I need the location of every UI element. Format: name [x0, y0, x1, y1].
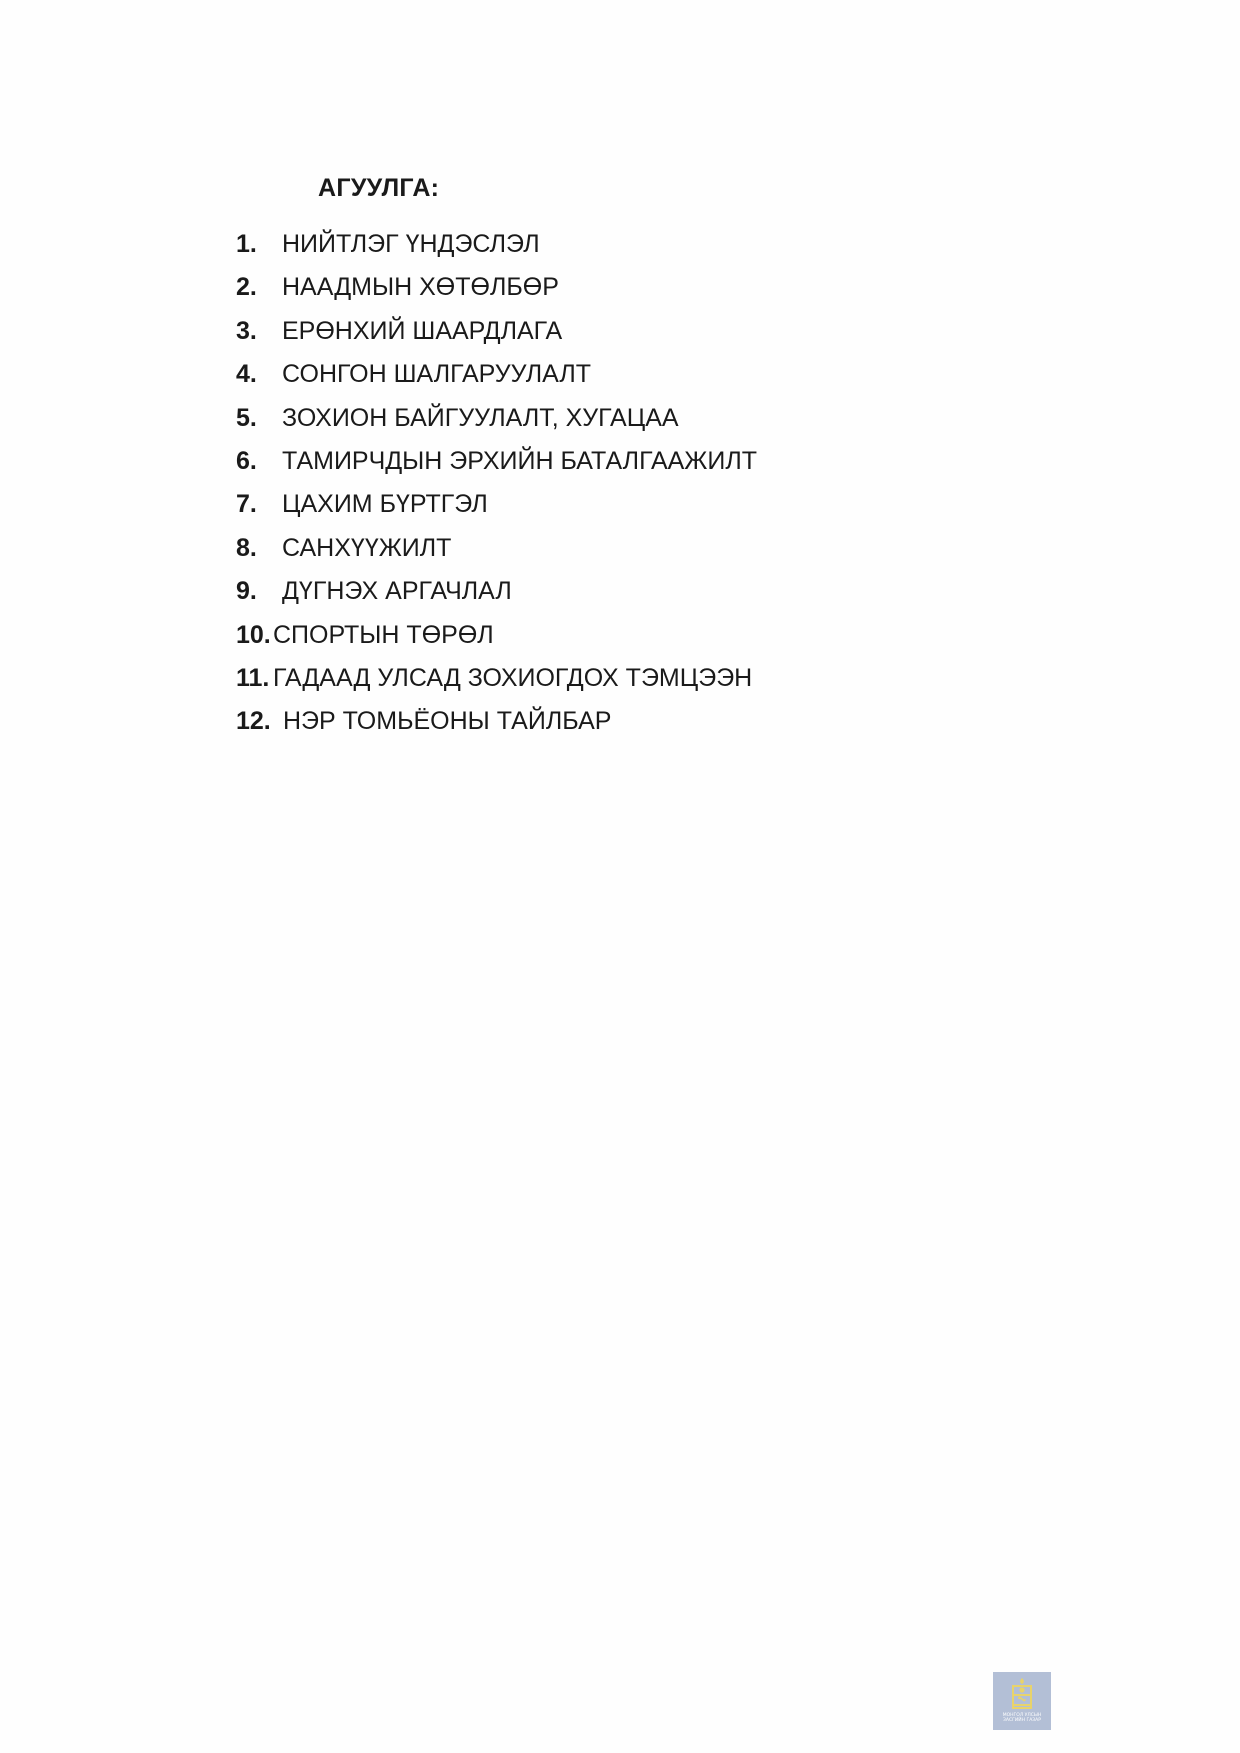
toc-item-12: [236, 707, 757, 750]
toc-item-5: [236, 404, 757, 447]
toc-item-4: [236, 360, 757, 403]
toc-item-text: ТАМИРЧДЫН ЭРХИЙН БАТАЛГААЖИЛТ: [282, 446, 758, 475]
toc-item-text: ГАДААД УЛСАД ЗОХИОГДОХ ТЭМЦЭЭН: [273, 663, 753, 692]
toc-item-number: 9.: [236, 577, 257, 606]
government-stamp: [993, 1672, 1051, 1730]
toc-item-3: [236, 317, 757, 360]
toc-item-text: СПОРТЫН ТӨРӨЛ: [273, 620, 494, 649]
toc-item-8: [236, 534, 757, 577]
toc-item-number: 1.: [236, 230, 257, 258]
toc-item-1: [236, 230, 757, 273]
stamp-caption: [1003, 1713, 1042, 1723]
toc-item-number: 2.: [236, 273, 257, 302]
soyombo-emblem-icon: [1011, 1677, 1033, 1711]
toc-heading: АГУУЛГА:: [318, 174, 440, 202]
toc-item-number: 8.: [236, 533, 257, 562]
toc-item-text: НИЙТЛЭГ ҮНДЭСЛЭЛ: [282, 230, 540, 258]
toc-item-2: [236, 273, 757, 316]
stamp-caption-line-1: МОНГОЛ УЛСЫН: [1002, 1713, 1042, 1718]
toc-item-text: ЦАХИМ БҮРТГЭЛ: [282, 490, 488, 519]
toc-item-number: 11.: [236, 663, 270, 692]
toc-item-number: 7.: [236, 490, 257, 519]
toc-item-text: САНХҮҮЖИЛТ: [282, 533, 452, 562]
toc-item-text: НЭР ТОМЬЁОНЫ ТАЙЛБАР: [283, 707, 612, 736]
toc-item-text: ЕРӨНХИЙ ШААРДЛАГА: [282, 316, 563, 345]
toc-item-number: 10.: [236, 620, 271, 649]
toc-item-number: 6.: [236, 446, 257, 475]
toc-item-text: СОНГОН ШАЛГАРУУЛАЛТ: [282, 360, 592, 389]
toc-item-text: НААДМЫН ХӨТӨЛБӨР: [282, 273, 559, 302]
toc-item-6: [236, 447, 757, 490]
table-of-contents: [236, 230, 757, 751]
toc-item-text: ДҮГНЭХ АРГАЧЛАЛ: [282, 577, 512, 606]
toc-item-11: [236, 664, 757, 707]
toc-item-number: 5.: [236, 403, 257, 432]
toc-item-number: 12.: [236, 707, 271, 736]
stamp-caption-line-2: ЗАСГИЙН ГАЗАР: [1003, 1718, 1041, 1723]
toc-item-10: [236, 621, 757, 664]
toc-item-7: [236, 490, 757, 533]
toc-item-text: ЗОХИОН БАЙГУУЛАЛТ, ХУГАЦАА: [282, 403, 679, 432]
toc-item-number: 3.: [236, 316, 257, 345]
toc-item-number: 4.: [236, 360, 257, 389]
toc-item-9: [236, 577, 757, 620]
